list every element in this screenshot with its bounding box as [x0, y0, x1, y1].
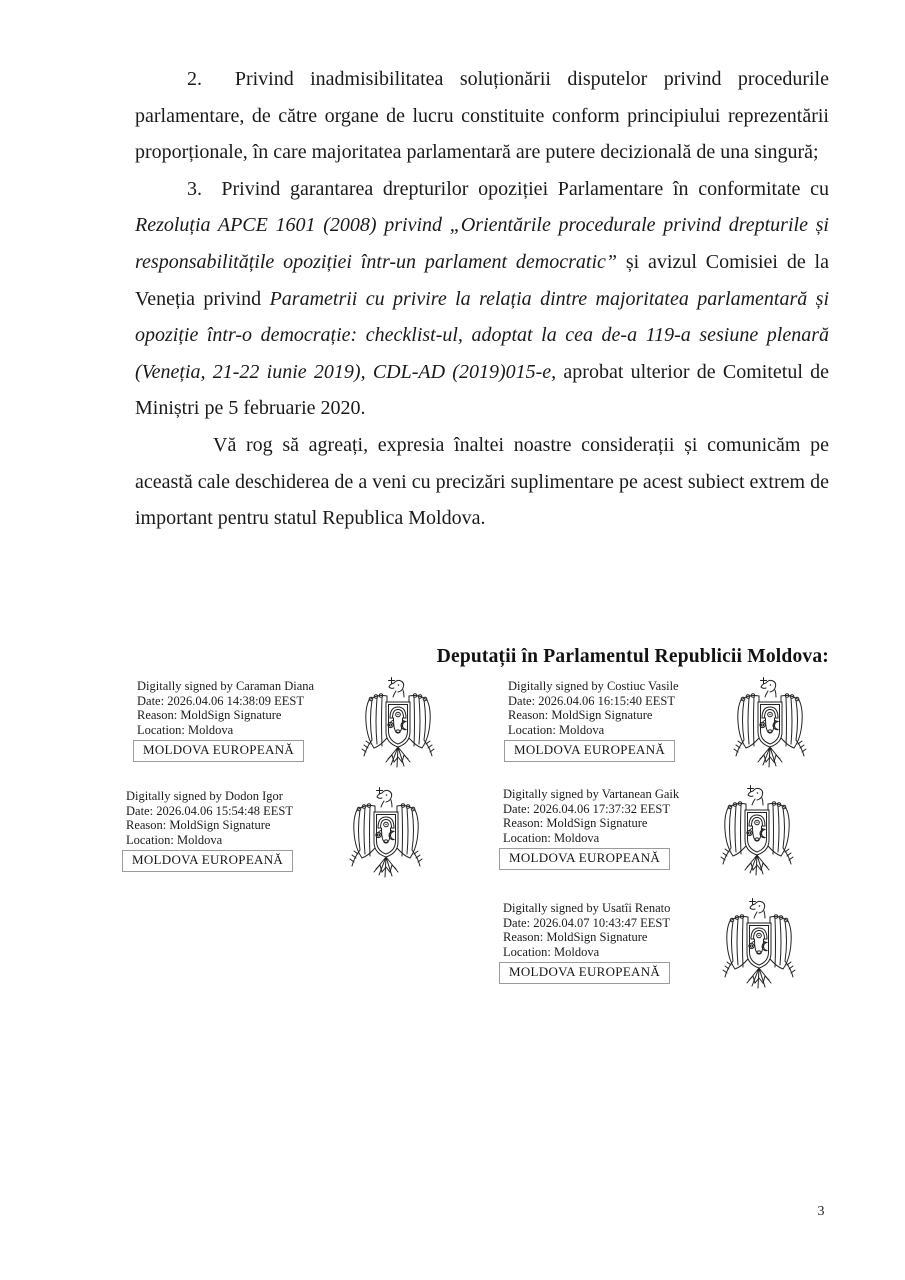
sig-location: Location: Moldova [508, 723, 605, 738]
letter-body [135, 61, 829, 537]
text-segment-italic: Rezoluția APCE 1601 (2008) privind „Orientările procedurale privind drepturile și responsabilitățile opoziției într-un parlament democratic” [135, 214, 829, 273]
sig-reason: Reason: MoldSign Signature [137, 708, 282, 723]
paragraph-point-2 [135, 61, 829, 171]
sig-signed-by: Digitally signed by Costiuc Vasile [508, 679, 679, 693]
moldova-coat-of-arms-icon [719, 784, 795, 878]
text-segment-italic: Parametrii cu privire la relația dintre majoritatea parlamentară și opoziție într-o democrație: checklist-ul, adoptat la cea de-a 119-a sesiune plenară (Veneția, 21-22 iunie 2019), CDL-AD (2019)015-e, [135, 287, 829, 383]
sig-location: Location: Moldova [137, 723, 234, 738]
sig-date: Date: 2026.04.07 10:43:47 EEST [503, 915, 670, 930]
sig-date: Date: 2026.04.06 17:37:32 EEST [503, 801, 670, 816]
moldova-coat-of-arms-icon [721, 897, 797, 991]
moldova-europeana-badge: MOLDOVA EUROPEANĂ [122, 850, 293, 872]
sig-reason: Reason: MoldSign Signature [508, 708, 653, 723]
moldova-coat-of-arms-icon [348, 786, 424, 880]
sig-reason: Reason: MoldSign Signature [503, 930, 648, 945]
text-segment: aprobat ulterior de Comitetul de Miniștri pe 5 februarie 2020. [135, 360, 830, 420]
sig-signed-by: Digitally signed by Usatîi Renato [503, 901, 671, 915]
text-segment: Vă rog să agreați, expresia înaltei noastre considerații și comunicăm pe această cale deschiderea de a veni cu precizări suplimentare pe acest subiect extrem de important pentru statul Republica Moldova. [135, 433, 829, 530]
sig-signed-by: Digitally signed by Caraman Diana [137, 679, 315, 693]
moldova-europeana-badge: MOLDOVA EUROPEANĂ [504, 740, 675, 762]
sig-reason: Reason: MoldSign Signature [126, 818, 271, 833]
sig-signed-by: Digitally signed by Vartanean Gaik [503, 787, 680, 801]
moldova-coat-of-arms-icon [732, 676, 808, 770]
signature-block-dodon-igor [126, 789, 293, 872]
signature-block-caraman-diana [137, 679, 314, 762]
moldova-coat-of-arms-icon [360, 676, 436, 770]
text-segment: 3. Privind garantarea drepturilor opoziției Parlamentare în conformitate cu [187, 177, 829, 200]
sig-location: Location: Moldova [503, 945, 600, 960]
sig-reason: Reason: MoldSign Signature [503, 816, 648, 831]
moldova-europeana-badge: MOLDOVA EUROPEANĂ [499, 848, 670, 870]
sig-date: Date: 2026.04.06 16:15:40 EEST [508, 693, 675, 708]
paragraph-point-3 [135, 171, 829, 427]
signature-block-vartanean-gaik [503, 787, 679, 870]
paragraph-closing [135, 427, 829, 537]
sig-location: Location: Moldova [503, 831, 600, 846]
sig-date: Date: 2026.04.06 14:38:09 EEST [137, 693, 304, 708]
moldova-europeana-badge: MOLDOVA EUROPEANĂ [133, 740, 304, 762]
text-segment: și avizul Comisiei de la Veneția privind [135, 250, 829, 310]
sig-location: Location: Moldova [126, 833, 223, 848]
moldova-europeana-badge: MOLDOVA EUROPEANĂ [499, 962, 670, 984]
text-segment: 2. Privind inadmisibilitatea soluționării disputelor privind procedurile parlamentare, de către organe de lucru constituite conform principiului reprezentării proporționale, în care majoritatea parlamentară are putere decizională de una singură; [135, 68, 829, 164]
signature-block-costiuc-vasile [508, 679, 679, 762]
sig-signed-by: Digitally signed by Dodon Igor [126, 789, 283, 803]
signature-block-usatii-renato [503, 901, 670, 984]
page-number: 3 [817, 1204, 825, 1219]
sig-date: Date: 2026.04.06 15:54:48 EEST [126, 803, 293, 818]
signatures-heading: Deputații în Parlamentul Republicii Moldova: [436, 646, 829, 667]
